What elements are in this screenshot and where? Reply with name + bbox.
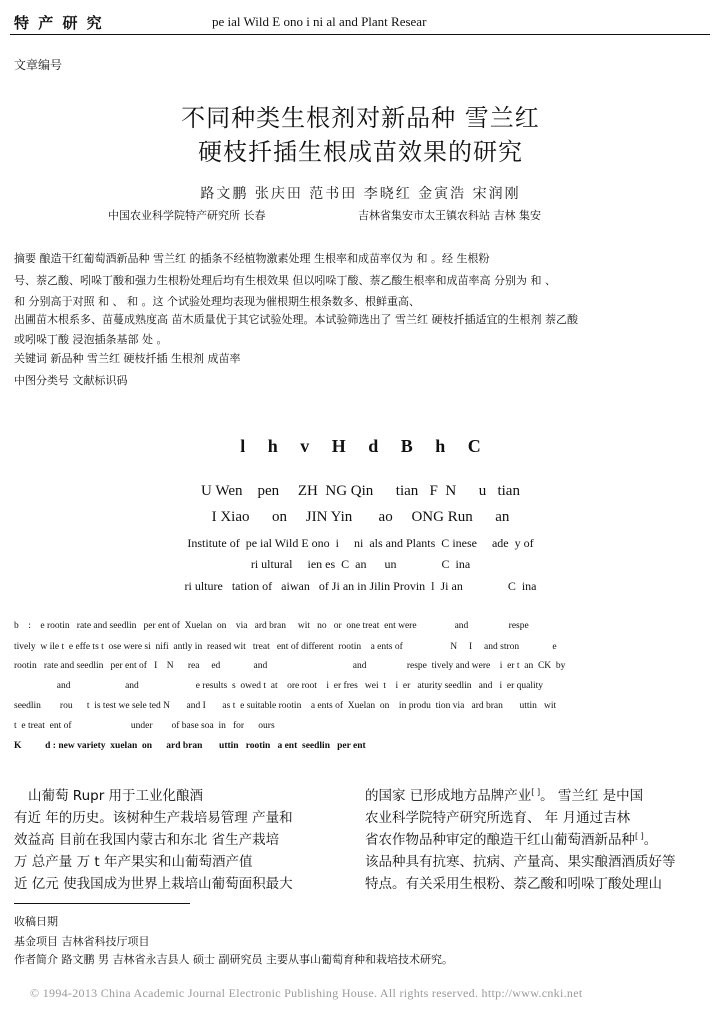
abstract-en-line: seedlin rou t is test we sele ted N and I as t e suitable rootin a ents of Xuelan on in produ tion via ard bran uttin wit bbox=[14, 701, 557, 711]
title-line-2: 硬枝扦插生根成苗效果的研究 bbox=[198, 138, 523, 166]
english-affiliation-line: ri ulture tation of aiwan of Ji an in Jilin Provin l Ji an C ina bbox=[184, 579, 537, 593]
copyright-notice: © 1994-2013 China Academic Journal Electronic Publishing House. All rights reserved. http://www.cnki.net bbox=[30, 986, 583, 1000]
abstract-line: 和 分别高于对照 和 、 和 。这 个试验处理均表现为催根期生根条数多、根鲜重高、 bbox=[14, 295, 420, 308]
affiliation-2: 吉林省集安市太王镇农科站 吉林 集安 bbox=[358, 209, 541, 222]
author-list: 路文鹏 张庆田 范书田 李晓红 金寅浩 宋润刚 bbox=[200, 186, 521, 202]
english-authors-line: U Wen pen ZH NG Qin tian F N u tian bbox=[201, 483, 520, 499]
journal-name-en: pe ial Wild E ono i ni al and Plant Resear bbox=[212, 14, 427, 29]
keywords-en: K d : new variety xuelan on ard bran uttin rootin a ent seedlin per ent bbox=[14, 741, 366, 751]
footnote-rule bbox=[14, 903, 190, 904]
keywords-cn: 关键词 新品种 雪兰红 硬枝扦插 生根剂 成苗率 bbox=[14, 352, 241, 365]
body-text: 省农作物品种审定的酿造干红山葡萄酒新品种 bbox=[365, 832, 635, 848]
body-line: 特点。有关采用生根粉、萘乙酸和吲哚丁酸处理山 bbox=[365, 876, 662, 892]
title-line-1: 不同种类生根剂对新品种 雪兰红 bbox=[181, 104, 540, 132]
body-line: 万 总产量 万 t 年产果实和山葡萄酒产值 bbox=[14, 854, 253, 870]
abstract-en-line: tively w ile t e effe ts t ose were si nifi antly in reased wit treat ent of different rootin a ents of N I and stron e bbox=[14, 642, 557, 652]
fund-project: 基金项目 吉林省科技厅项目 bbox=[14, 935, 150, 948]
affiliation-1: 中国农业科学院特产研究所 长春 bbox=[108, 209, 266, 222]
body-line: 农业科学院特产研究所选育、 年 月通过吉林 bbox=[365, 810, 631, 826]
body-line bbox=[365, 784, 643, 804]
english-title: l h v H d B h C bbox=[240, 436, 481, 456]
body-line: 效益高 目前在我国内蒙古和东北 省生产栽培 bbox=[14, 832, 280, 848]
abstract-line: 摘要 酿造干红葡萄酒新品种 雪兰红 的插条不经植物激素处理 生根率和成苗率仅为 和 。经 生根粉 bbox=[14, 252, 490, 265]
abstract-line: 号、萘乙酸、吲哚丁酸和强力生根粉处理后均有生根效果 但以吲哚丁酸、萘乙酸生根率和成苗率高 分别为 和 、 bbox=[14, 274, 556, 287]
body-text: 的国家 已形成地方品牌产业 bbox=[365, 788, 532, 804]
abstract-line: 出圃苗木根系多、苗蔓成熟度高 苗木质量优于其它试验处理。本试验筛选出了 雪兰红 硬枝扦插适宜的生根剂 萘乙酸 bbox=[14, 313, 578, 326]
body-line bbox=[365, 828, 657, 848]
body-line: 近 亿元 使我国成为世界上栽培山葡萄面积最大 bbox=[14, 876, 293, 892]
body-text: 。 雪兰红 是中国 bbox=[540, 788, 644, 804]
abstract-en-line: and and e results s owed t at ore root i er fres wei t i er aturity seedlin and i er quality bbox=[14, 681, 543, 691]
journal-name-cn: 特 产 研 究 bbox=[14, 14, 104, 32]
abstract-en-line: t e treat ent of under of base soa in for ours bbox=[14, 721, 275, 731]
abstract-line: 或吲哚丁酸 浸泡插条基部 处 。 bbox=[14, 333, 168, 346]
header-rule bbox=[10, 34, 710, 35]
classification-cn: 中图分类号 文献标识码 bbox=[14, 374, 128, 387]
received-date: 收稿日期 bbox=[14, 915, 58, 928]
english-affiliation-line: ri ultural ien es C an un C ina bbox=[250, 557, 471, 571]
citation-ref: [ ] bbox=[531, 787, 541, 797]
author-bio: 作者简介 路文鹏 男 吉林省永吉县人 硕士 副研究员 主要从事山葡萄育种和栽培技术研究。 bbox=[14, 953, 453, 966]
article-number-label: 文章编号 bbox=[14, 58, 63, 72]
body-text: 。 bbox=[643, 832, 658, 848]
english-affiliation-line: Institute of pe ial Wild E ono i ni als and Plants C inese ade y of bbox=[187, 536, 534, 550]
abstract-en-line: rootin rate and seedlin per ent of I N rea ed and and respe tively and were i er t an CK by bbox=[14, 661, 566, 671]
body-line: 该品种具有抗寒、抗病、产量高、果实酿酒酒质好等 bbox=[365, 854, 676, 870]
english-authors-line: I Xiao on JIN Yin ao ONG Run an bbox=[211, 509, 510, 525]
citation-ref: [ ] bbox=[635, 831, 644, 841]
body-line: 有近 年的历史。该树种生产栽培易管理 产量和 bbox=[14, 810, 293, 826]
body-line: 山葡萄 Rupr 用于工业化酿酒 bbox=[28, 788, 204, 804]
abstract-en-line: b : e rootin rate and seedlin per ent of Xuelan on via ard bran wit no or one treat ent were and respe bbox=[14, 621, 529, 631]
